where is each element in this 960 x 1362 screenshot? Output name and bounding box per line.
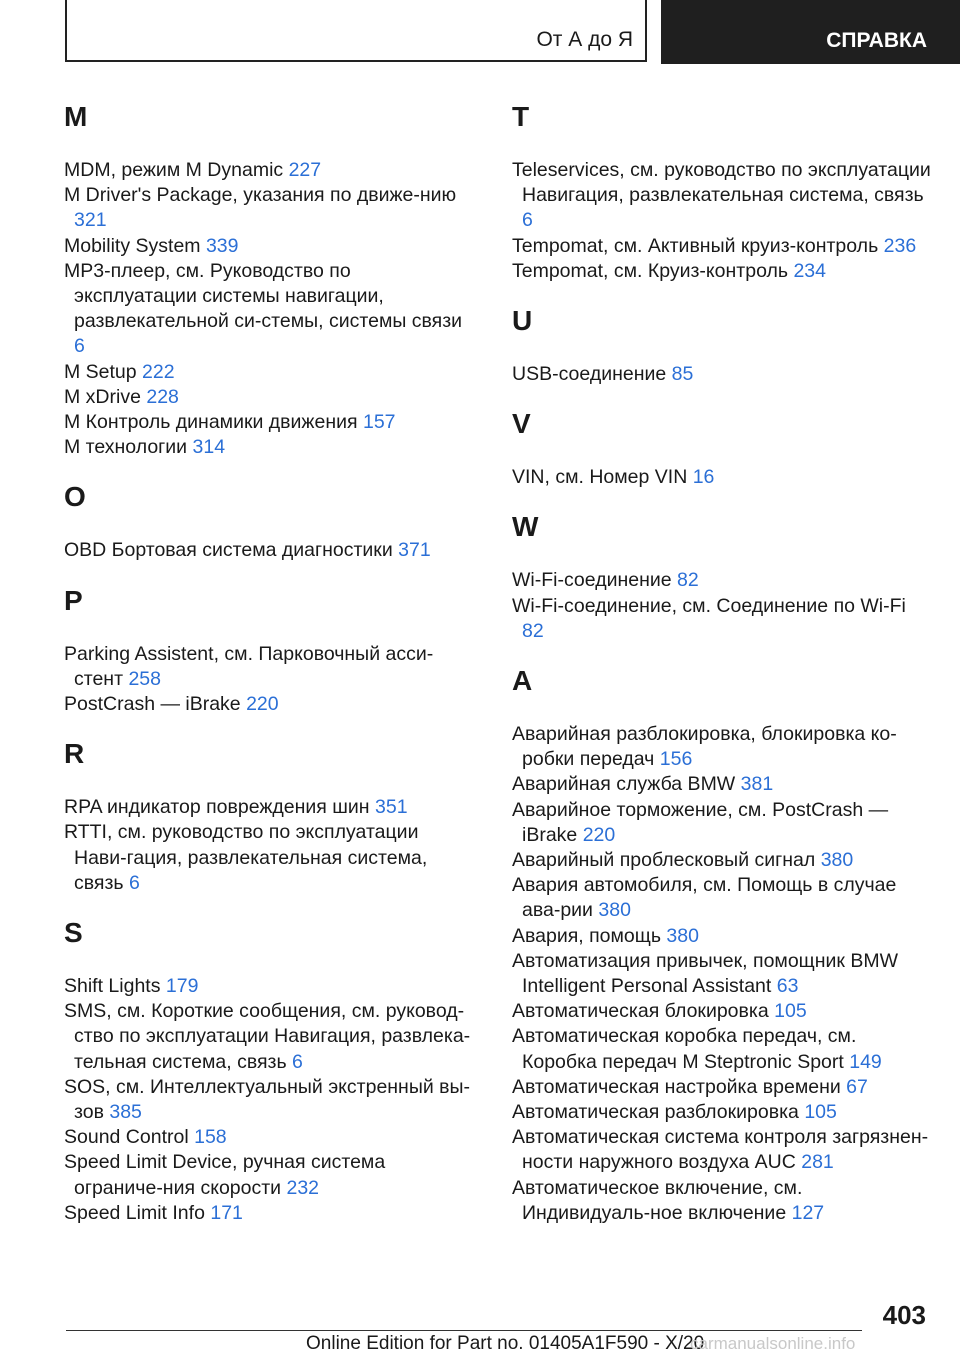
index-entry-text: Tempomat, см. Круиз-контроль xyxy=(512,259,789,282)
index-entry-text: Автоматическая коробка передач, см. Коробка передач M Steptronic Sport xyxy=(512,1025,857,1073)
index-entry xyxy=(512,1075,932,1100)
header-chapter-label: СПРАВКА xyxy=(826,29,927,52)
index-entry xyxy=(64,795,474,820)
index-entry-text: Аварийное торможение, см. PostCrash — iBrake xyxy=(512,798,889,846)
index-entry-text: M xDrive xyxy=(64,385,141,408)
index-page-link[interactable]: 220 xyxy=(582,823,616,846)
index-entry xyxy=(512,949,932,999)
index-page-link[interactable]: 227 xyxy=(288,159,322,181)
index-page-link[interactable]: 281 xyxy=(801,1151,834,1174)
index-entry xyxy=(512,873,932,923)
index-page-link[interactable]: 351 xyxy=(375,796,408,819)
index-entry xyxy=(512,465,932,490)
index-entry-text: Sound Control xyxy=(64,1126,189,1149)
index-column-right xyxy=(512,100,932,1246)
index-entry xyxy=(64,1201,474,1226)
index-page-link[interactable]: 67 xyxy=(846,1075,868,1098)
index-page-link[interactable]: 380 xyxy=(666,924,699,947)
index-entry xyxy=(512,259,932,284)
index-page-link[interactable]: 380 xyxy=(820,849,854,872)
index-entry xyxy=(64,642,474,692)
index-entry xyxy=(64,538,474,563)
index-entry-text: Аварийная разблокировка, блокировка ко-робки передач xyxy=(512,723,897,771)
index-entry-text: SMS, см. Короткие сообщения, см. руковод-ство по эксплуатации Навигация, развлека-тельная система, связь xyxy=(64,1000,471,1073)
index-letter-heading: W xyxy=(512,511,539,543)
index-page-link[interactable]: 236 xyxy=(883,234,917,257)
index-entry-text: Parking Assistent, см. Парковочный асси-стент xyxy=(64,642,434,690)
index-entry-text: Speed Limit Device, ручная система ограниче-ния скорости xyxy=(64,1151,386,1199)
index-entry-text: Аварийная служба BMW xyxy=(512,773,736,796)
index-page-link[interactable]: 158 xyxy=(194,1126,227,1149)
index-letter-heading: А xyxy=(512,665,533,697)
index-entry xyxy=(512,1100,932,1125)
index-entry xyxy=(64,1075,474,1125)
page-number: 403 xyxy=(882,1300,926,1330)
index-letter-heading: M xyxy=(64,101,88,132)
index-page-link[interactable]: 156 xyxy=(659,748,693,771)
index-letter-heading: T xyxy=(512,101,530,132)
index-entry xyxy=(512,362,932,387)
index-entry-text: SOS, см. Интеллектуальный экстренный вы-зов xyxy=(64,1075,471,1124)
index-entry xyxy=(512,924,932,949)
header-section-box xyxy=(65,0,647,62)
index-page-link[interactable]: 222 xyxy=(142,360,175,383)
index-page-link[interactable]: 82 xyxy=(522,619,544,642)
index-entry-text: OBD Бортовая система диагностики xyxy=(64,539,393,562)
index-page-link[interactable]: 385 xyxy=(109,1101,142,1124)
watermark: carmanualsonline.info xyxy=(690,1334,856,1353)
index-page-link[interactable]: 105 xyxy=(774,1000,807,1023)
index-entry-text: Авария автомобиля, см. Помощь в случае ава-рии xyxy=(512,874,897,922)
index-entry-text: Автоматическая блокировка xyxy=(512,1000,769,1023)
index-entry-text: RTTI, см. руководство по эксплуатации Нави-гация, развлекательная система, связь xyxy=(64,821,428,894)
index-page-link[interactable]: 179 xyxy=(165,975,199,998)
index-entry-text: Автоматизация привычек, помощник BMW Intelligent Personal Assistant xyxy=(512,949,898,998)
index-section xyxy=(64,737,474,896)
index-entry-text: PostCrash — iBrake xyxy=(64,693,241,716)
index-column-left xyxy=(64,100,474,1246)
index-page-link[interactable]: 127 xyxy=(791,1201,825,1224)
index-entry xyxy=(512,772,932,797)
index-entry-text: Авария, помощь xyxy=(512,924,661,947)
index-entry-text: RPA индикатор повреждения шин xyxy=(64,796,370,819)
footer-rule xyxy=(66,1330,862,1331)
index-entry xyxy=(512,158,932,234)
index-section xyxy=(64,584,474,718)
index-page-link[interactable]: 171 xyxy=(210,1201,243,1224)
index-entry xyxy=(64,410,474,435)
index-page-link[interactable]: 6 xyxy=(292,1050,303,1073)
index-entry xyxy=(64,1150,474,1200)
index-section xyxy=(512,407,932,490)
index-page-link[interactable]: 339 xyxy=(205,234,239,257)
index-page-link[interactable]: 220 xyxy=(246,693,279,716)
index-entry xyxy=(64,234,474,259)
index-entry-text: MP3-плеер, см. Руководство по эксплуатации системы навигации, развлекательной си-стемы, системы связи xyxy=(64,259,463,333)
index-page-link[interactable]: 16 xyxy=(692,466,715,489)
index-section xyxy=(64,100,474,460)
index-page-link[interactable]: 63 xyxy=(776,975,799,998)
index-entry xyxy=(512,798,932,848)
index-entry xyxy=(64,360,474,385)
index-page-link[interactable]: 232 xyxy=(286,1176,320,1199)
index-entry-text: VIN, см. Номер VIN xyxy=(512,466,688,489)
index-entry-text: Teleservices, см. руководство по эксплуатации Навигация, развлекательная система, связь xyxy=(512,159,931,207)
index-page-link[interactable]: 149 xyxy=(849,1050,882,1073)
index-entry-text: M технологии xyxy=(64,436,188,459)
index-page-link[interactable]: 6 xyxy=(128,871,140,894)
index-section xyxy=(512,664,932,1226)
index-section xyxy=(512,510,932,644)
index-page-link[interactable]: 82 xyxy=(677,569,699,592)
index-entry-text: Mobility System xyxy=(64,234,201,257)
index-entry-text: USB-соединение xyxy=(512,363,667,386)
index-page-link[interactable]: 371 xyxy=(398,539,431,562)
index-page-link[interactable]: 258 xyxy=(128,667,161,690)
index-page-link[interactable]: 6 xyxy=(74,335,85,358)
index-entry xyxy=(512,848,932,873)
index-entry xyxy=(64,1125,474,1150)
index-page-link[interactable]: 314 xyxy=(192,436,226,459)
index-entry-text: Shift Lights xyxy=(64,975,161,998)
index-entry-text: Аварийный проблесковый сигнал xyxy=(512,849,816,872)
index-entry-text: MDM, режим M Dynamic xyxy=(64,159,284,181)
header-section-title: От А до Я xyxy=(536,28,633,51)
index-entry-text: Автоматическая система контроля загрязнен-ности наружного воздуха AUC xyxy=(512,1126,929,1174)
index-entry-text: Автоматическая разблокировка xyxy=(512,1101,799,1124)
index-page-link[interactable]: 321 xyxy=(74,209,107,232)
index-section xyxy=(512,304,932,387)
index-entry-text: Автоматическая настройка времени xyxy=(512,1075,841,1098)
footer-edition: Online Edition for Part no. 01405A1F590 - X/20 xyxy=(306,1333,705,1354)
header-chapter-tab xyxy=(661,0,960,64)
index-entry xyxy=(64,183,474,233)
index-entry xyxy=(512,722,932,772)
index-page-link[interactable]: 105 xyxy=(804,1101,837,1124)
index-letter-heading: V xyxy=(512,408,531,440)
index-letter-heading: O xyxy=(64,481,86,513)
index-entry xyxy=(64,820,474,896)
index-entry-text: Wi-Fi-соединение xyxy=(512,569,672,592)
index-entry xyxy=(512,999,932,1024)
index-entry xyxy=(512,594,932,644)
index-entry-text: Wi-Fi-соединение, см. Соединение по Wi-Fi xyxy=(512,594,906,617)
index-entry xyxy=(64,259,474,360)
index-entry xyxy=(512,568,932,593)
index-page-link[interactable]: 6 xyxy=(522,209,533,232)
index-entry xyxy=(64,974,474,999)
index-entry xyxy=(64,385,474,410)
index-entry-text: M Setup xyxy=(64,360,137,383)
index-letter-heading: S xyxy=(64,917,83,949)
index-section xyxy=(64,916,474,1226)
index-letter-heading: P xyxy=(64,584,83,616)
index-entry xyxy=(64,435,474,460)
index-entry xyxy=(512,1176,932,1226)
index-letter-heading: R xyxy=(64,738,85,770)
index-entry xyxy=(512,1125,932,1175)
index-letter-heading: U xyxy=(512,305,533,337)
index-entry-text: M Driver's Package, указания по движе-нию xyxy=(64,184,457,207)
index-section xyxy=(512,100,932,284)
index-entry xyxy=(512,234,932,259)
index-page-link[interactable]: 85 xyxy=(671,363,694,386)
index-page-link[interactable]: 381 xyxy=(740,773,774,796)
index-entry-text: Автоматическое включение, см. Индивидуаль-ное включение xyxy=(512,1176,803,1224)
index-entry xyxy=(64,999,474,1075)
index-page-link[interactable]: 380 xyxy=(598,899,631,922)
index-entry xyxy=(512,1024,932,1074)
index-entry xyxy=(64,692,474,717)
index-page-link[interactable]: 234 xyxy=(793,259,826,282)
index-page-link[interactable]: 228 xyxy=(146,385,179,408)
index-entry-text: Speed Limit Info xyxy=(64,1201,205,1224)
index-entry-text: M Контроль динамики движения xyxy=(64,411,358,434)
index-entry-text: Tempomat, см. Активный круиз-контроль xyxy=(512,234,879,257)
index-entry xyxy=(64,158,474,183)
index-page-link[interactable]: 157 xyxy=(362,411,396,434)
index-section xyxy=(64,480,474,563)
